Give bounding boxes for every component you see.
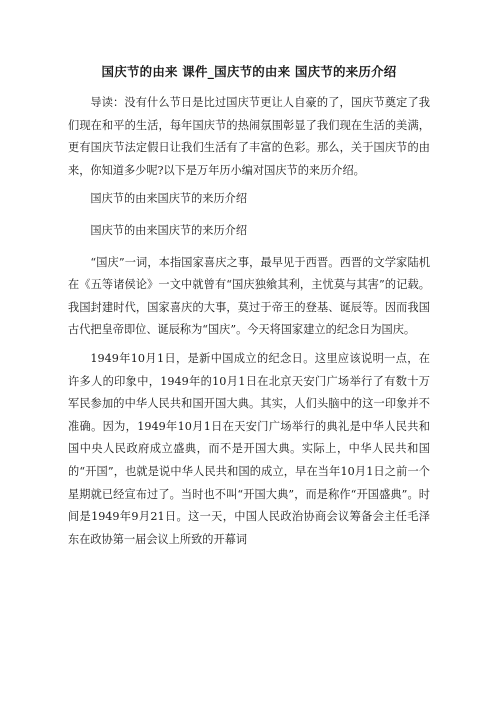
body-paragraph: 1949年10月1日，是新中国成立的纪念日。这里应该说明一点，在许多人的印象中，1949年的10月1日在北京天安门广场举行了有数十万军民参加的中华人民共和国开国大典。其实，人们头脑中的这一印象并不准确。因为，1949年10月1日在天安门广场举行的典礼是中华人民共和国中央人民政府成立盛典，而不是开国大典。实际上，中华人民共和国的“开国”，也就是说中华人民共和国的成立，早在当年10月1日之前一个星期就已经宣布过了。当时也不叫“开国大典”，而是称作“开国盛典”。时间是1949年9月21日。这一天，中国人民政治协商会议筹备会主任毛泽东在政协第一届会议上所致的开幕词 [68, 351, 430, 546]
document-title: 国庆节的由来 课件_国庆节的由来 国庆节的来历介绍 [101, 64, 397, 79]
subheading-line: 国庆节的由来国庆节的来历介绍 [90, 223, 248, 237]
document-page [68, 62, 430, 557]
subheading-line: 国庆节的由来国庆节的来历介绍 [90, 192, 248, 206]
body-paragraph: “国庆”一词，本指国家喜庆之事，最早见于西晋。西晋的文学家陆机在《五等诸侯论》一文中就曾有“国庆独飨其利，主忧莫与其害”的记载。我国封建时代，国家喜庆的大事，莫过于帝王的登基、诞辰等。因而我国古代把皇帝即位、诞辰称为“国庆”。今天将国家建立的纪念日为国庆。 [68, 255, 430, 337]
intro-paragraph: 导读：没有什么节日是比过国庆节更让人自豪的了，国庆节奠定了我们现在和平的生活，每年国庆节的热闹氛围彰显了我们现在生活的美满，更有国庆节法定假日让我们生活有了丰富的色彩。那么，关于国庆节的由来，你知道多少呢?以下是万年历小编对国庆节的来历介绍。 [68, 96, 430, 177]
